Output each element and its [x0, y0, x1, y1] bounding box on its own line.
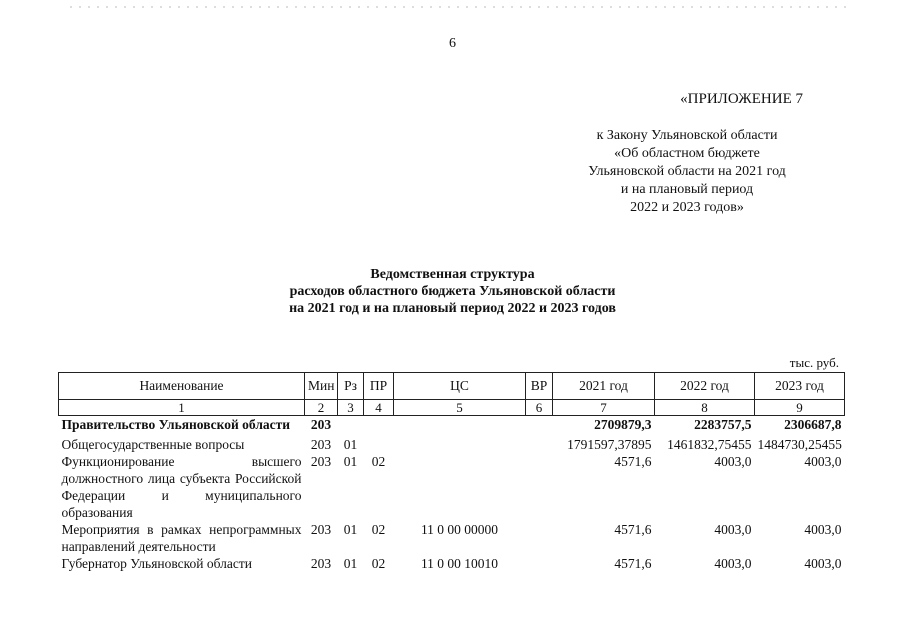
row-rz: 01: [343, 454, 358, 469]
header-2023: 2023 год: [755, 373, 845, 400]
row-name: Губернатор Ульяновской области: [61, 556, 253, 571]
row-2022: 4003,0: [714, 454, 752, 469]
law-reference-line: к Закону Ульяновской области: [596, 128, 778, 143]
law-reference-line: и на плановый период: [620, 182, 754, 197]
header-pr: ПР: [364, 373, 394, 400]
row-cs: 11 0 00 00000: [420, 522, 499, 537]
column-number: 8: [655, 400, 755, 416]
row-rz: 01: [343, 556, 358, 571]
column-number: 3: [338, 400, 364, 416]
row-2021: 2709879,3: [594, 417, 652, 432]
row-2023: 1484730,25455: [757, 437, 842, 452]
column-number: 5: [394, 400, 526, 416]
document-title: [0, 266, 905, 317]
row-min: 203: [310, 417, 332, 432]
row-cs: [394, 433, 526, 453]
law-reference: [537, 127, 837, 217]
row-pr: 02: [371, 556, 386, 571]
row-name: Общегосударственные вопросы: [61, 437, 245, 452]
table-row: [59, 453, 845, 521]
table-row: [59, 416, 845, 434]
row-name: Функционирование высшего должностного лица субъекта Российской Федерации и муниципального образования: [61, 454, 302, 520]
row-vr: [526, 555, 553, 572]
header-row: [59, 373, 845, 400]
row-vr: [526, 453, 553, 521]
table-row: [59, 521, 845, 555]
page-number: 6: [449, 36, 456, 51]
row-min: 203: [310, 556, 332, 571]
row-min: 203: [310, 437, 332, 452]
row-2021: 4571,6: [614, 522, 652, 537]
row-2021: 1791597,37895: [567, 437, 652, 452]
row-vr: [526, 416, 553, 434]
row-2022: 4003,0: [714, 556, 752, 571]
column-number-row: [59, 400, 845, 416]
row-vr: [526, 433, 553, 453]
row-2022: 1461832,75455: [667, 437, 752, 452]
row-2023: 4003,0: [804, 556, 842, 571]
row-min: 203: [310, 522, 332, 537]
row-vr: [526, 521, 553, 555]
row-2021: 4571,6: [614, 454, 652, 469]
row-2021: 4571,6: [614, 556, 652, 571]
row-rz: [338, 416, 364, 434]
header-min: Мин: [305, 373, 338, 400]
row-name: Правительство Ульяновской области: [61, 417, 291, 432]
appendix-label: «ПРИЛОЖЕНИЕ 7: [680, 91, 803, 107]
row-cs: [394, 453, 526, 521]
law-reference-line: «Об областном бюджете: [614, 146, 760, 161]
document-title-line: Ведомственная структура: [370, 267, 535, 282]
law-reference-line: 2022 и 2023 годов»: [630, 200, 744, 215]
law-reference-line: Ульяновской области на 2021 год: [588, 164, 786, 179]
column-number: 4: [364, 400, 394, 416]
header-cs: ЦС: [394, 373, 526, 400]
row-rz: 01: [343, 522, 358, 537]
row-pr: [364, 416, 394, 434]
row-2022: 4003,0: [714, 522, 752, 537]
document-title-line: расходов областного бюджета Ульяновской области: [289, 284, 616, 299]
row-2023: 4003,0: [804, 522, 842, 537]
row-2022: 2283757,5: [694, 417, 752, 432]
column-number: 6: [526, 400, 553, 416]
row-min: 203: [310, 454, 332, 469]
scan-noise: [70, 6, 850, 8]
row-2023: 4003,0: [804, 454, 842, 469]
row-name: Мероприятия в рамках непрограммных направлений деятельности: [61, 522, 302, 554]
document-title-line: на 2021 год и на плановый период 2022 и 2023 годов: [289, 301, 616, 316]
row-pr: [364, 433, 394, 453]
row-cs: [394, 416, 526, 434]
row-pr: 02: [371, 454, 386, 469]
column-number: 1: [59, 400, 305, 416]
column-number: 7: [553, 400, 655, 416]
column-number: 9: [755, 400, 845, 416]
row-2023: 2306687,8: [784, 417, 842, 432]
row-rz: 01: [343, 437, 358, 452]
header-name: Наименование: [59, 373, 305, 400]
budget-table: [58, 372, 845, 572]
row-cs: 11 0 00 10010: [420, 556, 499, 571]
header-rz: Рз: [338, 373, 364, 400]
table-row: [59, 555, 845, 572]
column-number: 2: [305, 400, 338, 416]
header-2021: 2021 год: [553, 373, 655, 400]
header-vr: ВР: [526, 373, 553, 400]
row-pr: 02: [371, 522, 386, 537]
table-row: [59, 433, 845, 453]
unit-label: тыс. руб.: [789, 355, 839, 370]
header-2022: 2022 год: [655, 373, 755, 400]
